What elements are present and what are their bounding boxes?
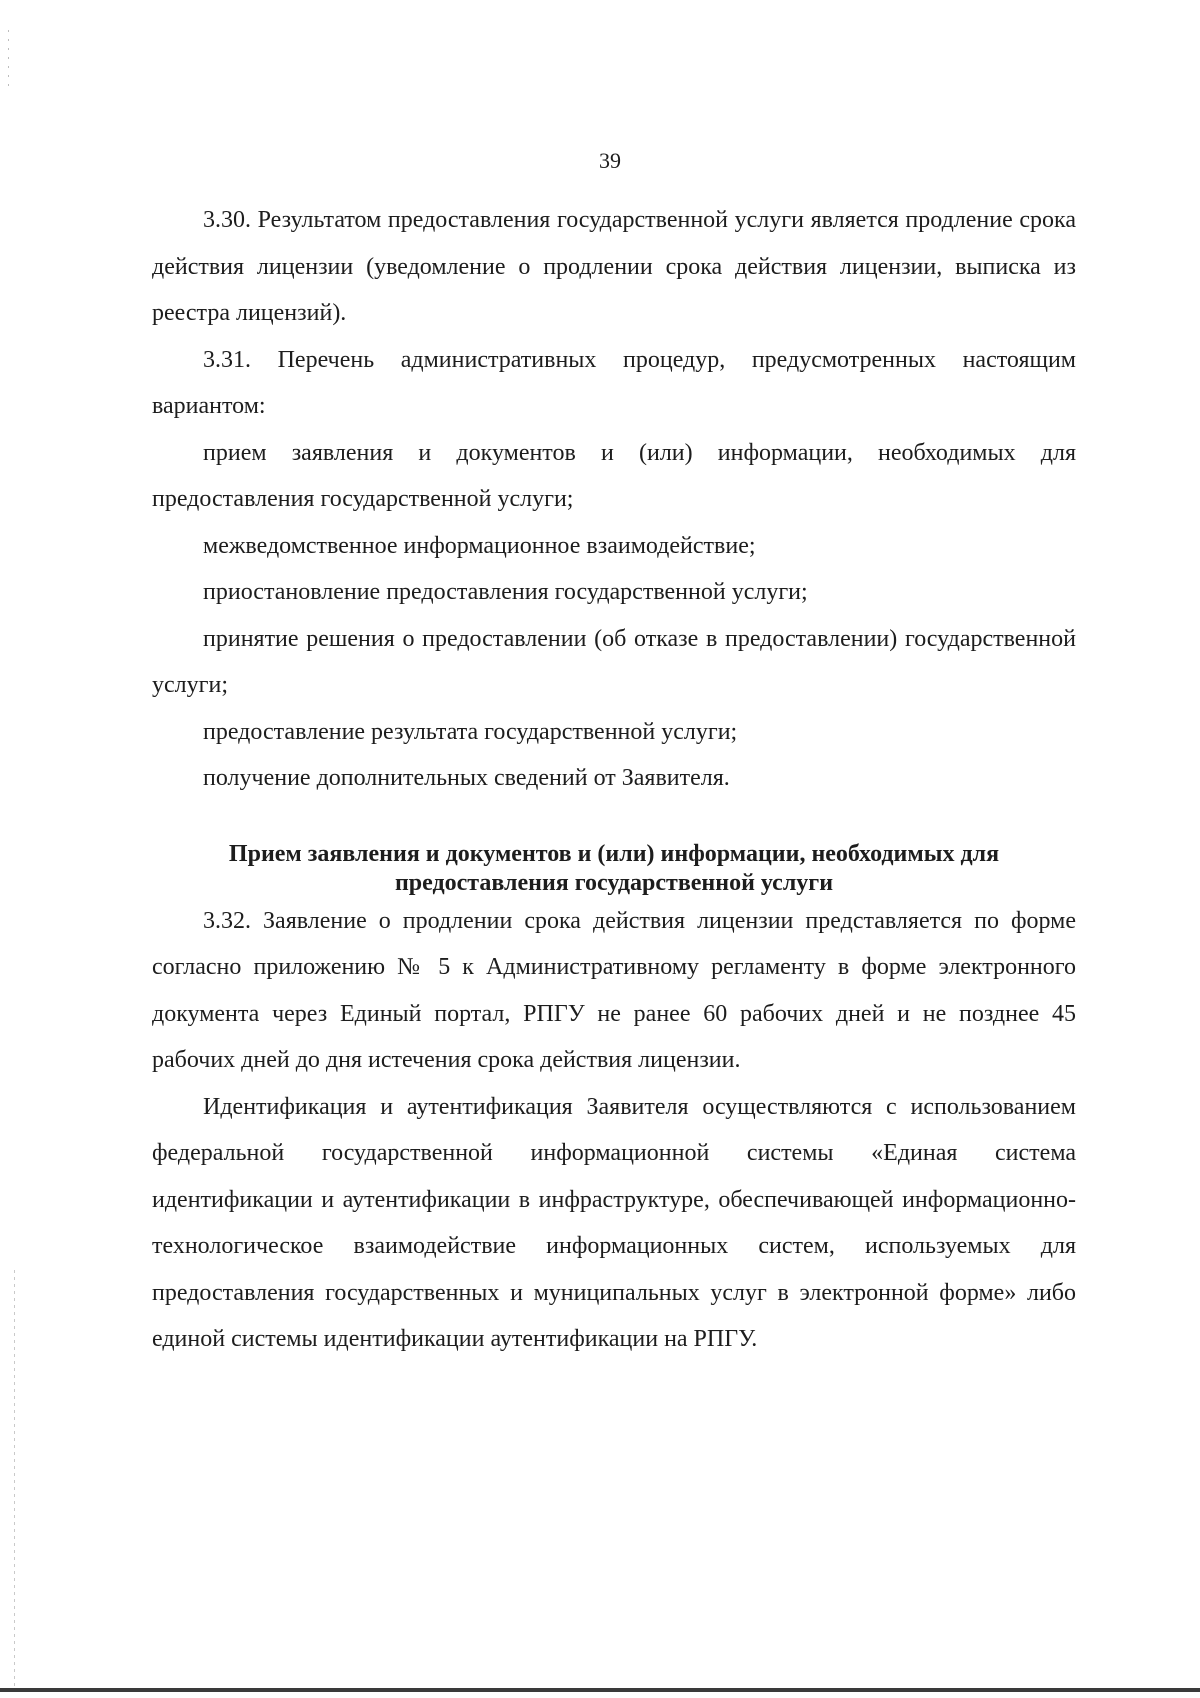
scan-artifact-bottom	[0, 1688, 1200, 1692]
paragraph-3-31: 3.31. Перечень административных процедур, предусмотренных настоящим вариантом:	[152, 346, 1076, 419]
list-item: получение дополнительных сведений от Заявителя.	[203, 765, 730, 791]
list-item: приостановление предоставления государственной услуги;	[203, 579, 808, 605]
list-item: предоставление результата государственной услуги;	[203, 718, 738, 745]
scan-artifact-top	[8, 30, 9, 90]
document-body	[152, 197, 1076, 1363]
page-number: 39	[599, 148, 621, 173]
scan-artifact-left	[14, 1270, 15, 1690]
paragraph-identification: Идентификация и аутентификация Заявителя осуществляются с использованием федеральной государственной информационной системы «Единая система идентификации и аутентификации в инфраструктуре, обеспечивающей информационно-технологическое взаимодействие информационных систем, используемых для предоставления государственных и муниципальных услуг в электронной форме» либо единой системы идентификации аутентификации на РПГУ.	[152, 1093, 1076, 1352]
paragraph-3-30: 3.30. Результатом предоставления государственной услуги является продление срока действия лицензии (уведомление о продлении срока действия лицензии, выписка из реестра лицензий).	[152, 207, 1076, 326]
list-item: принятие решения о предоставлении (об отказе в предоставлении) государственной услуги;	[152, 625, 1076, 698]
list-item: межведомственное информационное взаимодействие;	[203, 532, 756, 559]
list-item: прием заявления и документов и (или) информации, необходимых для предоставления государственной услуги;	[152, 439, 1076, 512]
section-heading: Прием заявления и документов и (или) информации, необходимых для предоставления государственной услуги	[228, 840, 1000, 896]
paragraph-3-32: 3.32. Заявление о продлении срока действия лицензии представляется по форме согласно приложению № 5 к Административному регламенту в форме электронного документа через Единый портал, РПГУ не ранее 60 рабочих дней и не позднее 45 рабочих дней до дня истечения срока действия лицензии.	[152, 907, 1076, 1073]
